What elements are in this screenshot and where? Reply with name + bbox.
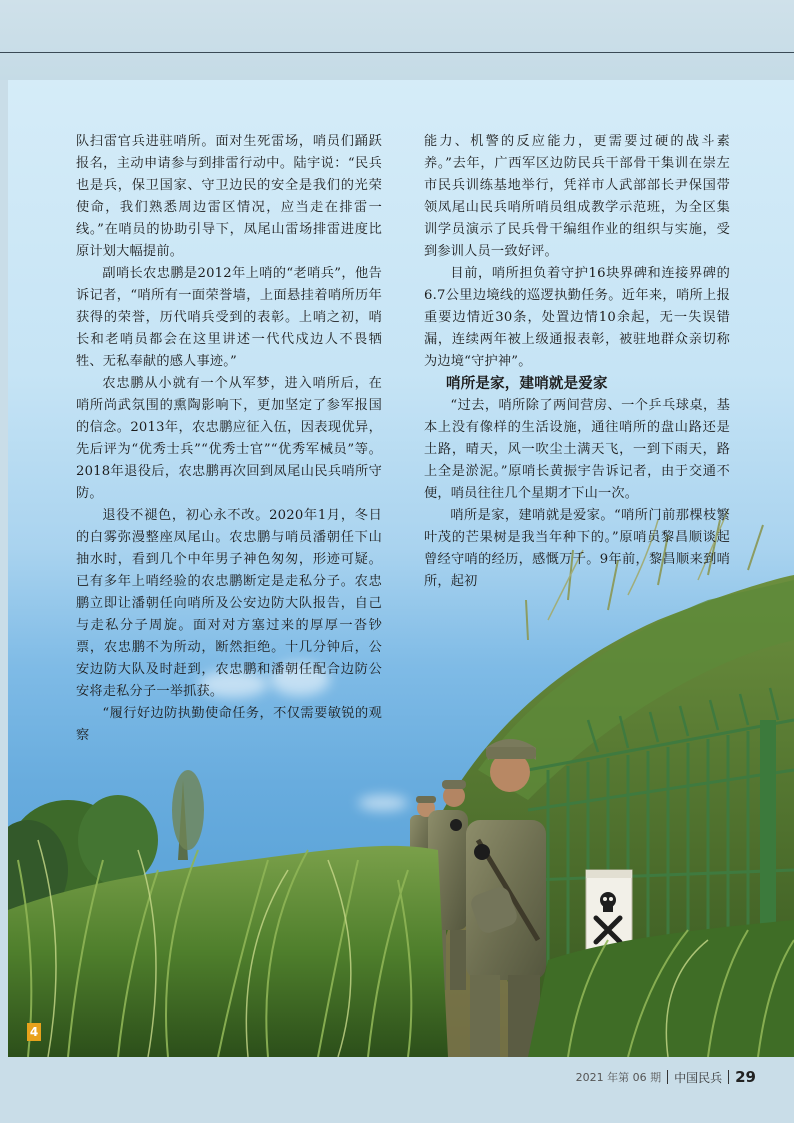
footer-divider bbox=[667, 1070, 668, 1084]
issue-label: 2021 年第 06 期 bbox=[575, 1071, 662, 1084]
header-rule bbox=[0, 52, 794, 53]
paragraph: 副哨长农忠鹏是2012年上哨的“老哨兵”，他告诉记者，“哨所有一面荣誉墙，上面悬挂着哨所历年获得的荣誉，历代哨兵受到的表彰。上哨之初，哨长和老哨员都会在这里讲述一代代戍边人不畏牺牲、无私奉献的感人事迹。” bbox=[76, 266, 382, 369]
section-heading: 哨所是家，建哨就是爱家 bbox=[446, 376, 608, 392]
paragraph: 目前，哨所担负着守护16块界碑和连接界碑的6.7公里边境线的巡逻执勤任务。近年来，哨所上报重要边情近30条，处置边情10余起，无一失误错漏，连续两年被上级通报表彰，被驻地群众亲切称为边境“守护神”。 bbox=[424, 266, 730, 369]
paragraph: 能力、机警的反应能力，更需要过硬的战斗素养。”去年，广西军区边防民兵干部骨干集训在崇左市民兵训练基地举行，凭祥市人武部部长尹保国带领凤尾山民兵哨所哨员组成教学示范班，为全区集训学员演示了民兵骨干编组作业的组织与实施，受到参训人员一致好评。 bbox=[424, 134, 730, 259]
top-band bbox=[0, 0, 794, 80]
paragraph: “履行好边防执勤使命任务，不仅需要敏锐的观察 bbox=[76, 706, 382, 743]
magazine-name: 中国民兵 bbox=[674, 1070, 723, 1085]
page-number: 29 bbox=[735, 1068, 756, 1086]
paragraph: 退役不褪色，初心永不改。2020年1月，冬日的白雾弥漫整座凤尾山。农忠鹏与哨员潘朝任下山抽水时，看到几个中年男子神色匆匆，形迹可疑。已有多年上哨经验的农忠鹏断定是走私分子。农忠鹏立即让潘朝任向哨所及公安边防大队报告，自己与走私分子周旋。面对对方塞过来的厚厚一沓钞票，农忠鹏不为所动，断然拒绝。十几分钟后，公安边防大队及时赶到，农忠鹏和潘朝任配合边防公安将走私分子一举抓获。 bbox=[76, 508, 382, 699]
article-column-left bbox=[76, 131, 382, 747]
footer-divider bbox=[728, 1070, 729, 1084]
article-column-right bbox=[424, 131, 730, 593]
paragraph: 农忠鹏从小就有一个从军梦，进入哨所后，在哨所尚武氛围的熏陶影响下，更加坚定了参军报国的信念。2013年，农忠鹏应征入伍，因表现优异，先后评为“优秀士兵”“优秀士官”“优秀军械员”等。2018年退役后，农忠鹏再次回到凤尾山民兵哨所守防。 bbox=[76, 376, 382, 501]
paragraph: “过去，哨所除了两间营房、一个乒乓球桌，基本上没有像样的生活设施，通往哨所的盘山路还是土路，晴天，风一吹尘土满天飞，一到下雨天，路上全是淤泥。”原哨长黄振宇告诉记者，由于交通不便，哨员往往几个星期才下山一次。 bbox=[424, 398, 730, 501]
paragraph: 队扫雷官兵进驻哨所。面对生死雷场，哨员们踊跃报名，主动申请参与到排雷行动中。陆宇说：“民兵也是兵，保卫国家、守卫边民的安全是我们的光荣使命，我们熟悉周边雷区情况，应当走在排雷一线。”在哨员的协助引导下，凤尾山雷场排雷进度比原计划大幅提前。 bbox=[76, 134, 382, 259]
page-marker: 4 bbox=[27, 1023, 41, 1041]
paragraph: 哨所是家，建哨就是爱家。“哨所门前那棵枝繁叶茂的芒果树是我当年种下的。”原哨员黎昌顺谈起曾经守哨的经历，感慨万千。9年前，黎昌顺来到哨所，起初 bbox=[424, 508, 730, 589]
page-footer bbox=[576, 1067, 756, 1087]
